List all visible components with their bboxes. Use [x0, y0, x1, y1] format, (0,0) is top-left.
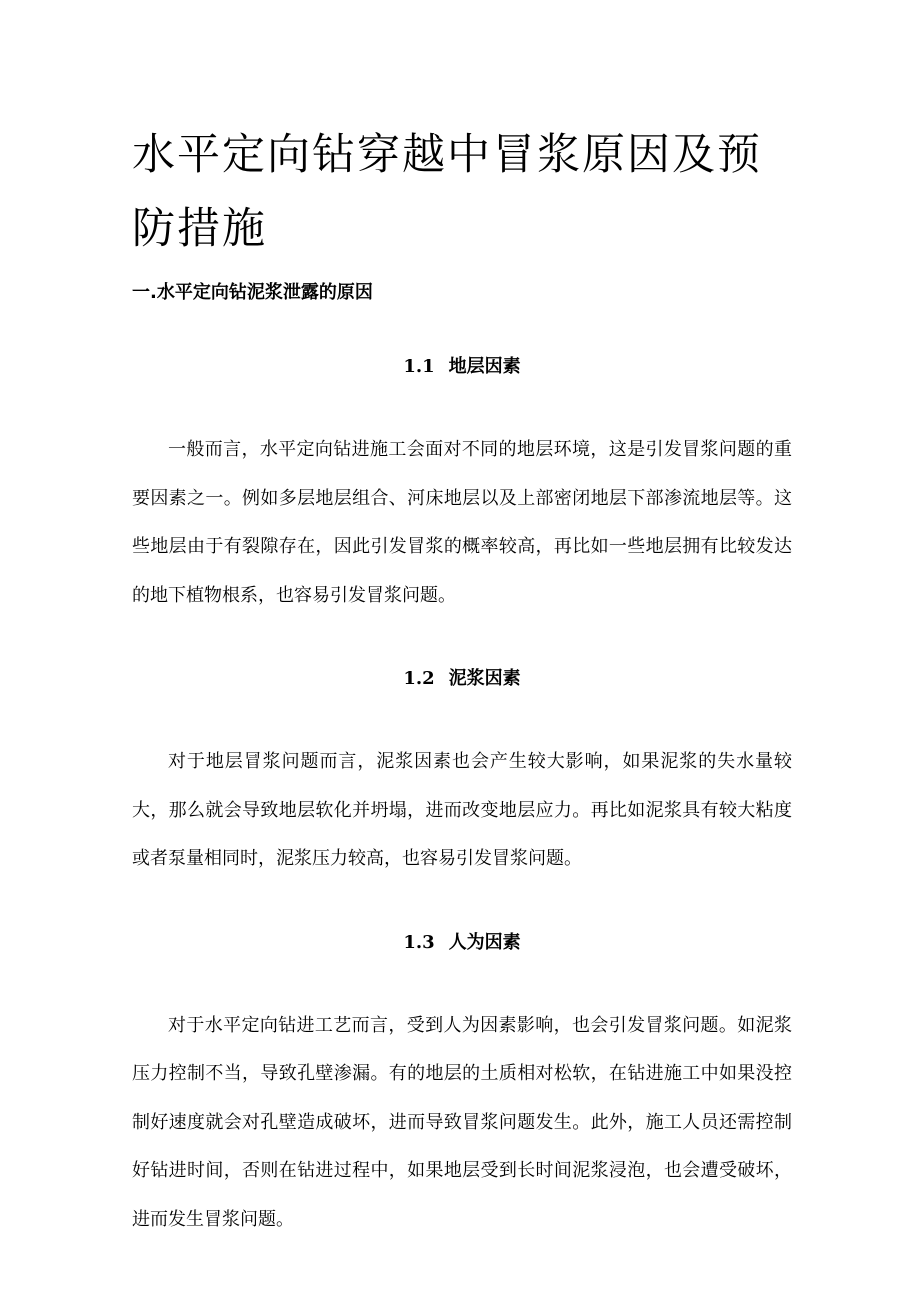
subsection-number: 1.1: [403, 356, 435, 377]
paragraph-strata-factors: 一般而言，水平定向钻进施工会面对不同的地层环境，这是引发冒浆问题的重要因素之一。例如多层地层组合、河床地层以及上部密闭地层下部渗流地层等。这些地层由于有裂隙存在，因此引发冒浆的概率较高，再比如一些地层拥有比较发达的地下植物根系，也容易引发冒浆问题。: [132, 439, 792, 606]
subsection-number: 1.2: [403, 668, 435, 689]
section-heading: 一.水平定向钻泥浆泄露的原因: [132, 282, 373, 303]
subsection-heading-1-3: [132, 928, 792, 958]
paragraph-mud-factors: 对于地层冒浆问题而言，泥浆因素也会产生较大影响，如果泥浆的失水量较大，那么就会导致地层软化并坍塌，进而改变地层应力。再比如泥浆具有较大粘度或者泵量相同时，泥浆压力较高，也容易引发冒浆问题。: [132, 751, 792, 869]
paragraph-human-factors: 对于水平定向钻进工艺而言，受到人为因素影响，也会引发冒浆问题。如泥浆压力控制不当，导致孔壁渗漏。有的地层的土质相对松软，在钻进施工中如果没控制好速度就会对孔壁造成破坏，进而导致冒浆问题发生。此外，施工人员还需控制好钻进时间，否则在钻进过程中，如果地层受到长时间泥浆浸泡，也会遭受破坏，进而发生冒浆问题。: [132, 1014, 792, 1230]
subsection-heading-1-2: [132, 664, 792, 694]
subsection-heading-1-1: [132, 352, 792, 382]
subsection-number: 1.3: [403, 931, 435, 953]
subsection-title: 人为因素: [448, 931, 521, 953]
document-title: 水平定向钻穿越中冒浆原因及预防措施: [132, 130, 762, 254]
subsection-title: 泥浆因素: [448, 668, 521, 689]
subsection-title: 地层因素: [448, 356, 521, 377]
